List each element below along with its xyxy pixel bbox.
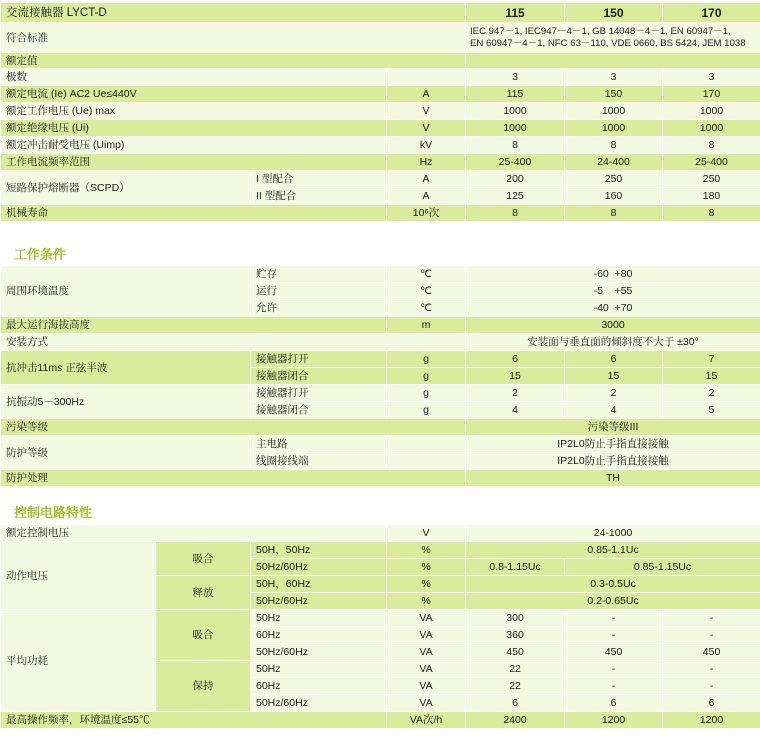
row-freq: 50H，60Hz — [251, 576, 387, 593]
cell-value: 0.3-0.5Uc — [466, 576, 760, 593]
row-label: 额定电流 (Ie) AC2 Ue≤440V — [1, 86, 387, 103]
row-sublabel: 允许 — [251, 300, 387, 317]
table-title: 交流接触器 LYCT-D — [1, 3, 466, 23]
cell-value: 25-400 — [466, 154, 565, 171]
standards-line-2: EN 60947－4－1, NFC 63－110, VDE 0660, BS 5424, JEM 1038 — [470, 37, 746, 49]
cell-value: 450 — [663, 644, 760, 661]
power-hold-label: 保持 — [156, 661, 251, 712]
row-freq: 50Hz/60Hz — [251, 644, 387, 661]
cell-value: - — [663, 627, 760, 644]
cell-value: 6 — [663, 695, 760, 712]
cell-value: 1000 — [663, 120, 760, 137]
table-row — [1, 103, 760, 120]
cell-value: 125 — [466, 188, 565, 205]
row-sublabel: 接触器打开 — [251, 385, 387, 402]
row-unit — [387, 453, 466, 470]
table-row — [1, 171, 760, 188]
row-label: 最大运行海拔高度 — [1, 317, 387, 334]
cell-value: 300 — [466, 610, 565, 627]
row-freq: 50Hz — [251, 661, 387, 678]
cell-value: - — [663, 661, 760, 678]
row-freq: 50Hz/60Hz — [251, 559, 387, 576]
row-unit: VA — [387, 627, 466, 644]
table-row — [1, 712, 760, 729]
row-sublabel: 接触器闭合 — [251, 402, 387, 419]
cell-value: 360 — [466, 627, 565, 644]
cell-value: 170 — [663, 86, 760, 103]
cell-value: TH — [466, 470, 760, 487]
row-label: 额定冲击耐受电压 (Uimp) — [1, 137, 387, 154]
cell-value: 180 — [663, 188, 760, 205]
row-freq: 50Hz/60Hz — [251, 593, 387, 610]
cell-value: 22 — [466, 678, 565, 695]
table-row — [1, 470, 760, 487]
power-pickup-label: 吸合 — [156, 610, 251, 661]
row-sublabel: 线圈接线端 — [251, 453, 387, 470]
cell-value: 6 — [466, 351, 565, 368]
row-sublabel: 主电路 — [251, 436, 387, 453]
table-row — [1, 385, 760, 402]
operate-voltage-label: 动作电压 — [1, 542, 156, 610]
cell-value: 15 — [663, 368, 760, 385]
cell-value: - — [565, 661, 663, 678]
row-unit: Hz — [387, 154, 466, 171]
spec-table-conditions — [0, 265, 760, 487]
cell-value: - — [663, 678, 760, 695]
row-unit: ℃ — [387, 283, 466, 300]
standards-line-1: IEC 947－1, IEC947－4－1, GB 14048－4－1, EN 60947－1, — [470, 25, 731, 37]
cell-value: IP2L0防止手指直接接触 — [466, 436, 760, 453]
cell-value: 4 — [466, 402, 565, 419]
row-unit: ℃ — [387, 266, 466, 283]
row-label: 安装方式 — [1, 334, 466, 351]
cell-value: 0.85-1.15Uc — [565, 559, 760, 576]
model-header-170: 170 — [663, 3, 760, 23]
cell-value: 24-1000 — [466, 525, 760, 542]
row-unit: VA — [387, 610, 466, 627]
cell-value: 6 — [565, 695, 663, 712]
table-row — [1, 351, 760, 368]
cell-value: 4 — [565, 402, 663, 419]
cell-value: 450 — [565, 644, 663, 661]
table-row — [1, 69, 760, 86]
table-row — [1, 317, 760, 334]
section-heading-control-circuit: 控制电路特性 — [14, 505, 93, 520]
row-label: 额定工作电压 (Ue) max — [1, 103, 387, 120]
table-row — [1, 86, 760, 103]
table-row — [1, 436, 760, 453]
cell-value: 0.8-1.15Uc — [466, 559, 565, 576]
cell-value: 7 — [663, 351, 760, 368]
cell-value: 安装面与垂直面的倾斜度不大于 ±30° — [466, 334, 760, 351]
temp-label: 周围环境温度 — [1, 266, 251, 317]
row-unit: % — [387, 542, 466, 559]
table-row — [1, 137, 760, 154]
row-unit: % — [387, 576, 466, 593]
row-label: 防护处理 — [1, 470, 466, 487]
cell-value: 5 — [663, 402, 760, 419]
cell-value: 2 — [466, 385, 565, 402]
row-freq: 50Hz — [251, 610, 387, 627]
cell-value: 8 — [565, 137, 663, 154]
row-unit: VA — [387, 661, 466, 678]
standards-label: 符合标准 — [1, 23, 466, 53]
model-header-115: 115 — [466, 3, 565, 23]
cell-value: 15 — [565, 368, 663, 385]
cell-value: 200 — [466, 171, 565, 188]
table-row — [1, 610, 760, 627]
table-row — [1, 419, 760, 436]
cell-value: 1000 — [663, 103, 760, 120]
cell-value: 8 — [565, 205, 663, 222]
cell-value: 250 — [565, 171, 663, 188]
cell-value: -60 +80 — [466, 266, 760, 283]
row-unit: VA次/h — [387, 712, 466, 729]
row-unit: m — [387, 317, 466, 334]
row-sublabel: I 型配合 — [251, 171, 387, 188]
row-unit — [387, 436, 466, 453]
row-unit: g — [387, 402, 466, 419]
cell-value: 1000 — [466, 120, 565, 137]
spec-table-rated — [0, 2, 760, 222]
section-heading-operating-conditions: 工作条件 — [14, 247, 67, 262]
row-unit — [387, 69, 466, 86]
release-label: 释放 — [156, 576, 251, 610]
table-row — [1, 334, 760, 351]
row-label: 极数 — [1, 69, 387, 86]
cell-value: 3 — [466, 69, 565, 86]
row-unit: g — [387, 368, 466, 385]
table-row — [1, 525, 760, 542]
table-row — [1, 154, 760, 171]
row-label: 污染等级 — [1, 419, 466, 436]
rated-blank — [466, 53, 760, 69]
shock-label: 抗冲击11ms 正弦半波 — [1, 351, 251, 385]
cell-value: 0.2-0.65Uc — [466, 593, 760, 610]
cell-value: 15 — [466, 368, 565, 385]
row-unit: ℃ — [387, 300, 466, 317]
cell-value: 1000 — [565, 103, 663, 120]
cell-value: 8 — [466, 205, 565, 222]
cell-value: 150 — [565, 86, 663, 103]
row-label: 最高操作频率，环境温度≤55℃ — [1, 712, 387, 729]
row-sublabel: 运行 — [251, 283, 387, 300]
protection-label: 防护等级 — [1, 436, 251, 470]
row-unit: g — [387, 385, 466, 402]
cell-value: 6 — [466, 695, 565, 712]
cell-value: 22 — [466, 661, 565, 678]
row-unit: V — [387, 103, 466, 120]
row-unit: 10⁶次 — [387, 205, 466, 222]
row-unit: % — [387, 593, 466, 610]
cell-value: -40 +70 — [466, 300, 760, 317]
standards-value — [466, 23, 760, 53]
table-row — [1, 266, 760, 283]
row-unit: % — [387, 559, 466, 576]
row-sublabel: 贮存 — [251, 266, 387, 283]
cell-value: 1200 — [565, 712, 663, 729]
row-label: 额定控制电压 — [1, 525, 387, 542]
row-unit: VA — [387, 644, 466, 661]
row-freq: 50Hz/60Hz — [251, 695, 387, 712]
pickup-label: 吸合 — [156, 542, 251, 576]
row-unit: A — [387, 171, 466, 188]
row-sublabel: 接触器打开 — [251, 351, 387, 368]
cell-value: 8 — [466, 137, 565, 154]
cell-value: - — [565, 627, 663, 644]
row-unit: g — [387, 351, 466, 368]
model-header-150: 150 — [565, 3, 663, 23]
cell-value: 3000 — [466, 317, 760, 334]
row-unit: A — [387, 188, 466, 205]
table-row — [1, 205, 760, 222]
cell-value: 6 — [565, 351, 663, 368]
cell-value: 3 — [565, 69, 663, 86]
spec-table-control — [0, 524, 760, 729]
row-label: 额定绝缘电压 (Ui) — [1, 120, 387, 137]
cell-value: 25-400 — [663, 154, 760, 171]
row-label: 机械寿命 — [1, 205, 387, 222]
cell-value: 8 — [663, 137, 760, 154]
row-sublabel: 接触器闭合 — [251, 368, 387, 385]
cell-value: 1000 — [466, 103, 565, 120]
row-unit: VA — [387, 678, 466, 695]
cell-value: 1200 — [663, 712, 760, 729]
scpd-label: 短路保护熔断器（SCPD） — [1, 171, 251, 205]
cell-value: - — [663, 610, 760, 627]
row-unit: kV — [387, 137, 466, 154]
cell-value: 0.85-1.1Uc — [466, 542, 760, 559]
row-unit: V — [387, 525, 466, 542]
cell-value: - — [565, 678, 663, 695]
cell-value: 160 — [565, 188, 663, 205]
row-unit: V — [387, 120, 466, 137]
cell-value: - — [565, 610, 663, 627]
cell-value: 3 — [663, 69, 760, 86]
row-unit: A — [387, 86, 466, 103]
table-row — [1, 542, 760, 559]
rated-label: 额定值 — [1, 53, 466, 69]
cell-value: 2 — [663, 385, 760, 402]
cell-value: 1000 — [565, 120, 663, 137]
cell-value: IP2L0防止手指直接接触 — [466, 453, 760, 470]
cell-value: 24-400 — [565, 154, 663, 171]
cell-value: 污染等级III — [466, 419, 760, 436]
cell-value: 2 — [565, 385, 663, 402]
row-unit: VA — [387, 695, 466, 712]
cell-value: 450 — [466, 644, 565, 661]
power-label: 平均功耗 — [1, 610, 156, 712]
row-sublabel: II 型配合 — [251, 188, 387, 205]
cell-value: 8 — [663, 205, 760, 222]
vibration-label: 抗振动5－300Hz — [1, 385, 251, 419]
row-freq: 50H，50Hz — [251, 542, 387, 559]
row-label: 工作电流频率范围 — [1, 154, 387, 171]
cell-value: -5 +55 — [466, 283, 760, 300]
table-row — [1, 120, 760, 137]
cell-value: 250 — [663, 171, 760, 188]
cell-value: 115 — [466, 86, 565, 103]
row-freq: 60Hz — [251, 627, 387, 644]
row-freq: 60Hz — [251, 678, 387, 695]
cell-value: 2400 — [466, 712, 565, 729]
